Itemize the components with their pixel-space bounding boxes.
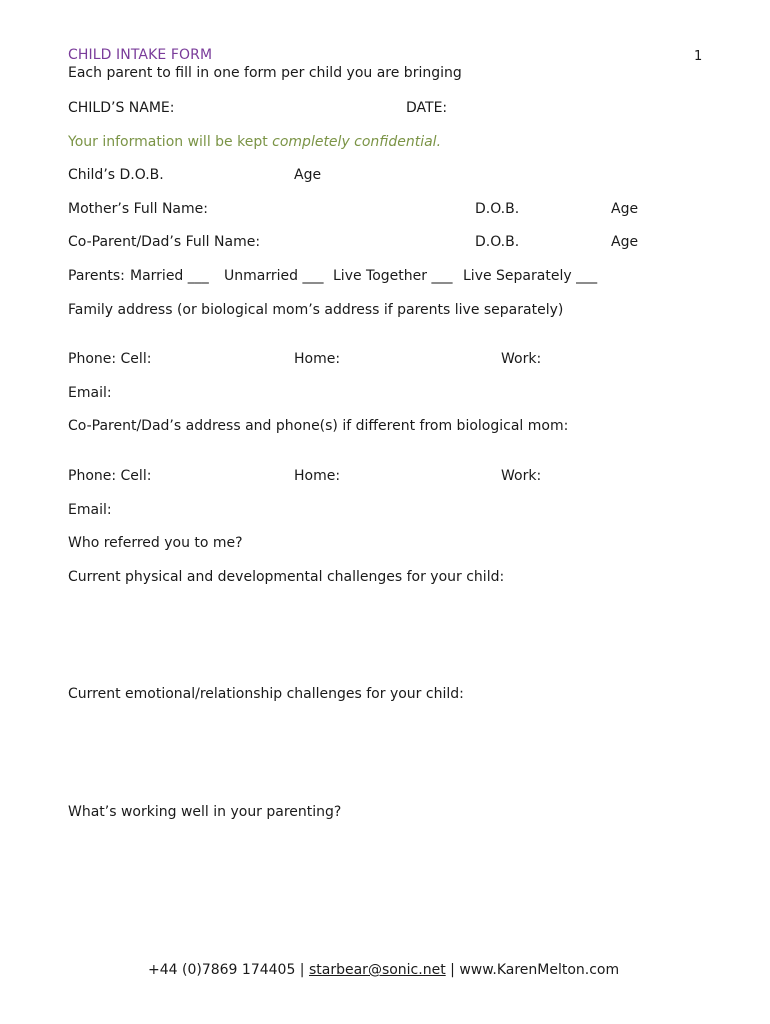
footer-email-link[interactable]: starbear@sonic.net (308, 962, 446, 978)
parents-label: Parents: (68, 268, 125, 284)
footer-separator: | (295, 962, 309, 978)
emotional-challenges-label: Current emotional/relationship challenges for your child: (68, 686, 464, 702)
phone-home-label-1: Home: (294, 351, 341, 367)
form-instruction: Each parent to fill in one form per child you are bringing (68, 65, 462, 81)
form-title: CHILD INTAKE FORM (68, 47, 213, 63)
working-well-label: What’s working well in your parenting? (68, 804, 342, 820)
footer-contact (148, 962, 619, 978)
mother-dob-label: D.O.B. (475, 201, 520, 217)
phone-cell-label-1: Phone: Cell: (68, 351, 152, 367)
child-age-label: Age (294, 167, 322, 183)
child-name-label: CHILD’S NAME: (68, 100, 175, 116)
coparent-name-label: Co-Parent/Dad’s Full Name: (68, 234, 261, 250)
mother-age-label: Age (611, 201, 639, 217)
date-label: DATE: (406, 100, 448, 116)
confidential-notice (68, 134, 441, 150)
page-number: 1 (694, 49, 703, 64)
email-label-2: Email: (68, 502, 112, 518)
mother-name-label: Mother’s Full Name: (68, 201, 208, 217)
footer-phone: +44 (0)7869 174405 (148, 962, 296, 978)
phone-work-label-1: Work: (501, 351, 542, 367)
email-label-1: Email: (68, 385, 112, 401)
physical-challenges-label: Current physical and developmental challenges for your child: (68, 569, 505, 585)
phone-work-label-2: Work: (501, 468, 542, 484)
referral-label: Who referred you to me? (68, 535, 243, 551)
family-address-label: Family address (or biological mom’s address if parents live separately) (68, 302, 564, 318)
coparent-address-label: Co-Parent/Dad’s address and phone(s) if different from biological mom: (68, 418, 569, 434)
married-option: Married ___ (130, 268, 209, 284)
confidential-prefix: Your information will be kept (68, 134, 273, 150)
child-dob-label: Child’s D.O.B. (68, 167, 164, 183)
unmarried-option: Unmarried ___ (224, 268, 324, 284)
live-separately-option: Live Separately ___ (463, 268, 598, 284)
phone-home-label-2: Home: (294, 468, 341, 484)
coparent-age-label: Age (611, 234, 639, 250)
confidential-emphasis: completely confidential. (272, 134, 442, 150)
footer-separator: | (445, 962, 460, 978)
footer-website: www.KarenMelton.com (459, 962, 620, 978)
phone-cell-label-2: Phone: Cell: (68, 468, 152, 484)
coparent-dob-label: D.O.B. (475, 234, 520, 250)
live-together-option: Live Together ___ (333, 268, 453, 284)
